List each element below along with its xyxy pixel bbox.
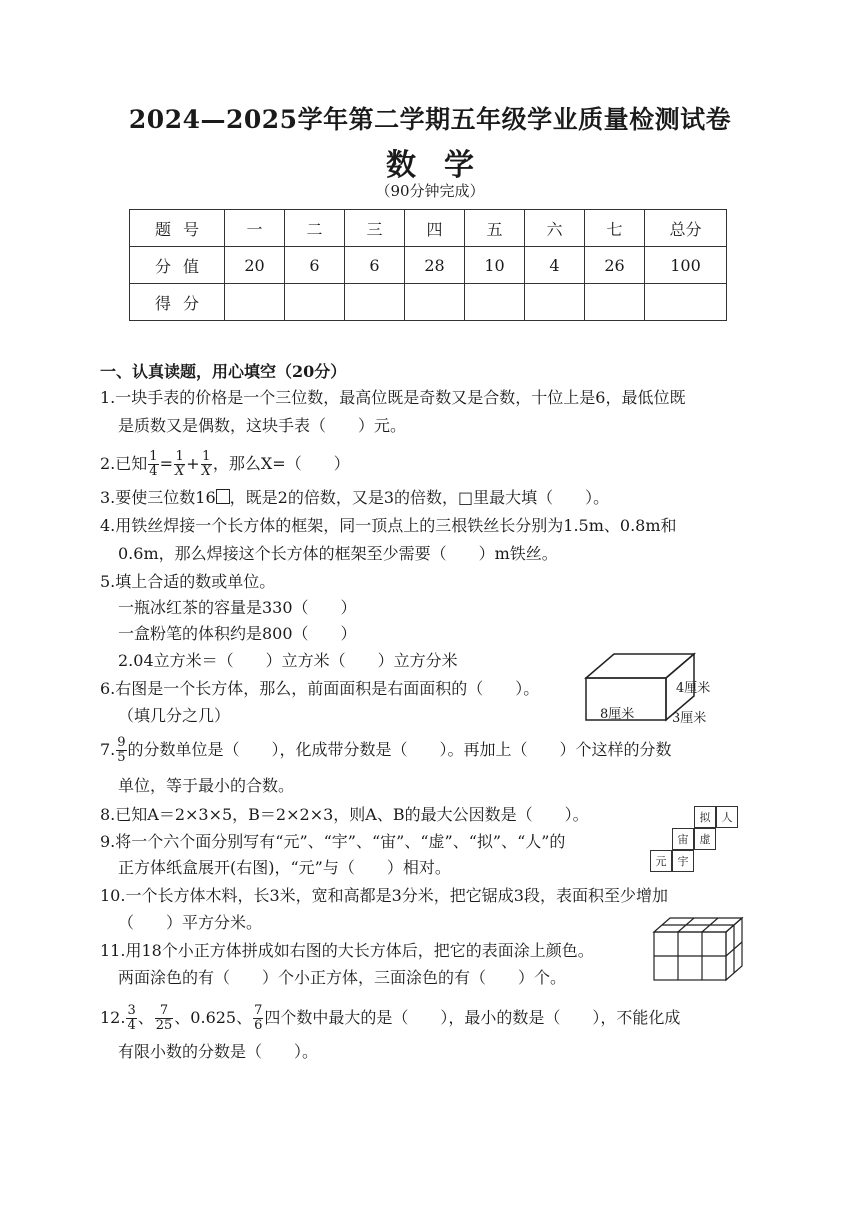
fraction	[174, 450, 185, 479]
cuboid-height-label: 4厘米	[676, 681, 711, 696]
score-table-label: 题号	[130, 210, 225, 247]
score-table-cell: 26	[585, 247, 645, 284]
fraction	[126, 1004, 136, 1033]
question-8: 8.已知A＝2×3×5，B＝2×2×3，则A、B的最大公因数是（ ）。	[100, 805, 589, 824]
score-table-row-score	[130, 284, 727, 321]
score-table-cell: 6	[345, 247, 405, 284]
net-face: 拟	[694, 806, 716, 828]
question-10-line-2: （ ）平方分米。	[118, 913, 263, 932]
fraction	[116, 736, 126, 765]
fraction-numerator: 1	[149, 449, 158, 464]
fraction-numerator: 1	[202, 449, 211, 464]
exam-duration: （90分钟完成）	[375, 182, 485, 200]
separator: 、	[137, 1008, 154, 1027]
score-entry-cell[interactable]	[405, 284, 465, 321]
score-table-cell: 六	[525, 210, 585, 247]
question-12-line-1	[100, 1004, 680, 1033]
question-12-suffix: 四个数中最大的是（ ），最小的数是（ ），不能化成	[264, 1008, 681, 1027]
question-3	[100, 488, 609, 508]
fraction-denominator: X	[174, 464, 185, 479]
score-table-cell: 100	[645, 247, 727, 284]
score-entry-cell[interactable]	[585, 284, 645, 321]
score-table	[129, 209, 727, 321]
score-table-cell: 6	[285, 247, 345, 284]
question-5-line-3: 一盒粉笔的体积约是800（ ）	[118, 624, 357, 643]
score-entry-cell[interactable]	[285, 284, 345, 321]
fraction-numerator: 1	[175, 449, 184, 464]
net-face: 虚	[694, 828, 716, 850]
question-2-prefix: 2.已知	[100, 454, 148, 473]
score-entry-cell[interactable]	[345, 284, 405, 321]
score-table-cell: 总分	[645, 210, 727, 247]
question-7-line-1	[100, 736, 672, 765]
fraction-denominator: X	[201, 464, 211, 479]
question-3-prefix: 3.要使三位数16	[100, 488, 216, 507]
net-face: 元	[650, 850, 672, 872]
question-11-line-2: 两面涂色的有（ ）个小正方体，三面涂色的有（ ）个。	[118, 968, 567, 987]
question-2-suffix: ，那么X=（ ）	[212, 454, 350, 473]
question-11-line-1: 11.用18个小正方体拼成如右图的大长方体后，把它的表面涂上颜色。	[100, 941, 594, 960]
fraction-numerator: 9	[117, 735, 126, 750]
score-entry-cell[interactable]	[645, 284, 727, 321]
question-4-line-1: 4.用铁丝焊接一个长方体的框架，同一顶点上的三根铁丝长分别为1.5m、0.8m和	[100, 516, 677, 535]
score-entry-cell[interactable]	[465, 284, 525, 321]
fraction	[155, 1004, 174, 1033]
question-1-line-1: 1.一块手表的价格是一个三位数，最高位既是奇数又是合数，十位上是6，最低位既	[100, 388, 686, 407]
question-9-line-2: 正方体纸盒展开(右图)，“元”与（ ）相对。	[118, 858, 451, 877]
score-table-cell: 10	[465, 247, 525, 284]
plus-sign: +	[186, 454, 200, 473]
blank-box-icon	[216, 489, 230, 504]
section-title: 一、认真读题，用心填空（20分）	[100, 362, 347, 381]
fraction-denominator: 5	[117, 750, 126, 765]
question-3-suffix: ，既是2的倍数，又是3的倍数，□里最大填（ ）。	[229, 488, 610, 507]
score-table-cell: 一	[225, 210, 285, 247]
exam-title: 2024—2025学年第二学期五年级学业质量检测试卷	[128, 105, 732, 134]
score-table-row-value	[130, 247, 727, 284]
score-table-cell: 20	[225, 247, 285, 284]
score-entry-cell[interactable]	[525, 284, 585, 321]
score-table-cell: 二	[285, 210, 345, 247]
question-12-line-2: 有限小数的分数是（ ）。	[118, 1042, 319, 1061]
question-12-prefix: 12.	[100, 1008, 126, 1027]
fraction-numerator: 7	[155, 1004, 174, 1019]
question-6-line-1: 6.右图是一个长方体，那么，前面面积是右面面积的（ ）。	[100, 679, 540, 698]
score-table-cell: 4	[525, 247, 585, 284]
question-5-line-1: 5.填上合适的数或单位。	[100, 572, 276, 591]
cuboid-width-label: 3厘米	[672, 711, 707, 726]
fraction-numerator: 3	[127, 1003, 136, 1018]
score-table-label: 分值	[130, 247, 225, 284]
question-1-line-2: 是质数又是偶数，这块手表（ ）元。	[118, 416, 407, 435]
question-4-line-2: 0.6m，那么焊接这个长方体的框架至少需要（ ）m铁丝。	[118, 544, 558, 563]
question-7-prefix: 7.	[100, 740, 116, 759]
question-10-line-1: 10.一个长方体木料，长3米，宽和高都是3分米，把它锯成3段，表面积至少增加	[100, 886, 668, 905]
fraction-denominator: 6	[254, 1018, 263, 1033]
question-9-line-1: 9.将一个六个面分别写有“元”、“宇”、“宙”、“虚”、“拟”、“人”的	[100, 832, 566, 851]
score-table-cell: 28	[405, 247, 465, 284]
subject-title: 数学	[386, 148, 502, 183]
fraction	[253, 1004, 263, 1033]
score-table-cell: 四	[405, 210, 465, 247]
question-12-middle: 、0.625、	[174, 1008, 253, 1027]
score-table-row-question	[130, 210, 727, 247]
fraction-denominator: 4	[127, 1018, 136, 1033]
net-face: 人	[716, 806, 738, 828]
net-face: 宙	[672, 828, 694, 850]
fraction	[148, 450, 158, 479]
fraction-denominator: 25	[155, 1018, 173, 1033]
cuboid-length-label: 8厘米	[600, 707, 635, 722]
score-table-cell: 五	[465, 210, 525, 247]
fraction-denominator: 4	[149, 464, 158, 479]
question-2	[100, 450, 350, 479]
question-7-line-2: 单位，等于最小的合数。	[118, 776, 295, 795]
question-6-line-2: （填几分之几）	[118, 706, 231, 725]
equals-sign: =	[159, 454, 173, 473]
score-table-cell: 三	[345, 210, 405, 247]
question-5-line-2: 一瓶冰红茶的容量是330（ ）	[118, 598, 357, 617]
score-table-cell: 七	[585, 210, 645, 247]
fraction-numerator: 7	[254, 1003, 263, 1018]
question-7-suffix: 的分数单位是（ ），化成带分数是（ ）。再加上（ ）个这样的分数	[127, 740, 672, 759]
fraction	[201, 450, 212, 479]
net-face: 宇	[672, 850, 694, 872]
score-entry-cell[interactable]	[225, 284, 285, 321]
cube-stack-figure	[652, 914, 744, 982]
question-5-line-4: 2.04立方米＝（ ）立方米（ ）立方分米	[118, 651, 458, 670]
score-table-label: 得分	[130, 284, 225, 321]
